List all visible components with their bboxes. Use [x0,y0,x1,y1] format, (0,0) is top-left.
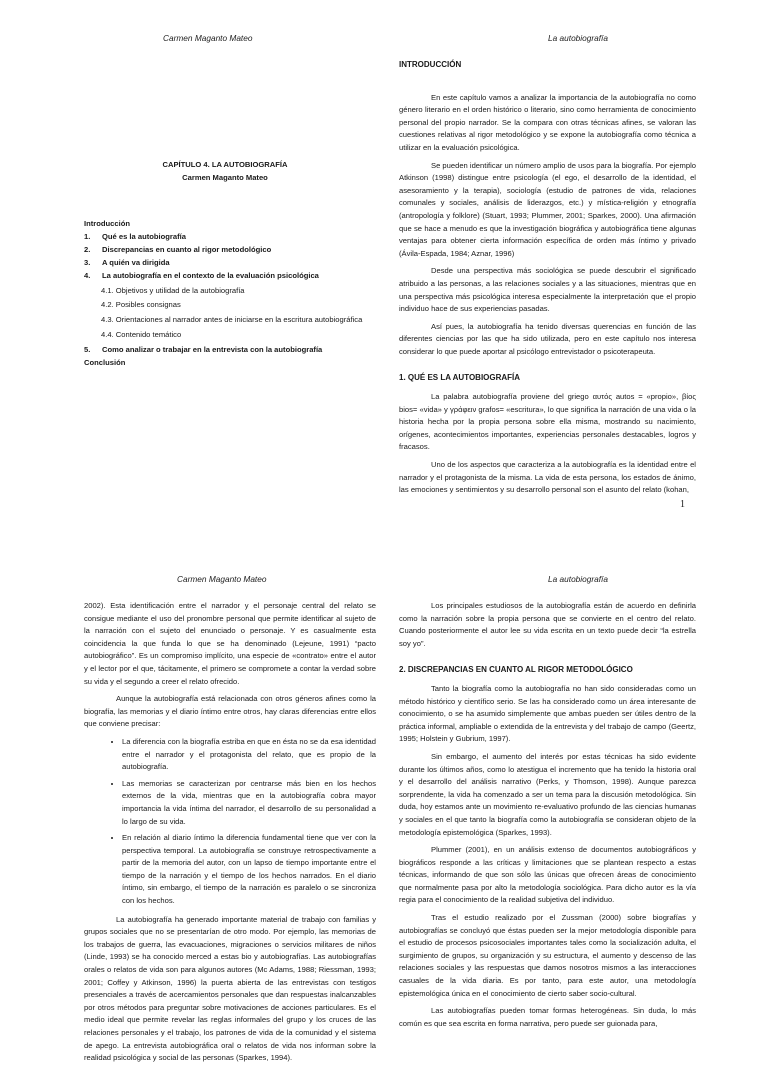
running-header-title: La autobiografía [548,574,608,584]
chapter-toc-column [84,158,376,370]
chapter-title: CAPÍTULO 4. LA AUTOBIOGRAFÍA [162,160,288,169]
intro-paragraph: Se pueden identificar un número amplio de usos para la biografía. Por ejemplo Atkinson (1998) distingue entre psicología (el ego, el desarrollo de la identidad, el asesoramiento y la terapia), sociología (estudio de patrones de vida, relaciones comunales y sociales, análisis de liderazgos, etc.) y mística-religión y etnografía (antropología y folklore) (Stuart, 1993; Plummer, 2001; Sparkes, 2000). Una afirmación que se hace a menudo es que la investigación biográfica y autobiográfica tiene algunas ventajas para obtener cierta información específica de orden más íntimo y privado (Ávila-Espada, 1984; Aznar, 1996) [399,160,696,258]
toc-subitem-4-1[interactable]: 4.1. Objetivos y utilidad de la autobiografía [101,285,245,295]
toc-item-introduccion[interactable]: Introducción [84,219,130,228]
page-spread-2 [0,560,768,1063]
intro-paragraph: Desde una perspectiva más sociológica se puede descubrir el significado atribuido a las personas, a las relaciones sociales y a las situaciones, mientras que en una perspectiva más psicológica interesa especialmente la interpretación que el propio individuo hace de sus experiencias pasadas. [399,266,696,314]
running-header-author: Carmen Maganto Mateo [163,33,253,43]
chapter-author: Carmen Maganto Mateo [182,173,268,182]
toc-item-3[interactable]: 3. A quién va dirigida [84,257,170,267]
toc-subitem-4-4[interactable]: 4.4. Contenido temático [101,330,182,340]
section-1-paragraph: La palabra autobiografía proviene del griego αυτός autos = «propio», βίος bios= «vida» y γράφειν grafos= «escritura», lo que significa la narración de una vida o la historia hecha por la propia persona sobre ella misma, mostrando su nacimiento, orígenes, acontecimientos importantes, experiencias personales destacables, logros y fracasos. [399,392,696,452]
differences-list [84,736,376,908]
page-number: 1 [680,499,685,510]
section-2-paragraph: Sin embargo, el aumento del interés por estas técnicas ha sido evidente durante los últimos años, como lo atestigua el incremento que ha tenido la historia oral y el desarrollo del análisis narrativo (Perks, y Thomson, 1998). Aunque parezca sorprendente, la vida ha comenzado a ser un tema para la discusión metodológica. Sin duda, hoy estamos ante un movimiento re-evaluativo profundo de las ciencias humanas y sociales en el que tanto la biografía como la autobiografía se consideran objeto de la metodología epistemológica (Sparkes, 1993). [399,751,696,837]
body-paragraph: 2002). Esta identificación entre el narrador y el personaje central del relato se consigue mediante el uso del pronombre personal que permite identificar al sujeto de la narración con el sujeto del enunciado o personaje. Y es casualmente esta coincidencia la que funda lo que se ha denominado (Lejeune, 1991) “pacto autobiográfico”. Es un compromiso implícito, una especie de «contrato» entre el autor y el lector por el que, tácitamente, el primero se compromete a contar la verdad sobre su vida y el segundo a creer el relato ofrecido. [84,601,376,686]
body-paragraph: La autobiografía ha generado importante material de trabajo con familias y grupos sociales que no se presentarían de otro modo. Por ejemplo, las memorias de los trabajos de guerra, las evacuaciones, migraciones o servicios militares de niños (Linde, 1993) se ha conocido merced a estas bio y autobiografías. Las autobiografías orales o relatos de vida son para algunos autores (Mc Adams, 1988; Riessman, 1993; 2001; Coffey y Atkinson, 1996) la puerta abierta de las entrevistas con testigos presenciales a través de acercamientos personales que dan respuestas inalcanzables por otros métodos para preguntar sobre motivaciones de acciones particulares. Es el medio ideal que permite revelar las reglas informales del grupo y los cruces de las relaciones personales y el trabajo, los patrones de vida de la comunidad y el sistema de apego. La entrevista autobiográfica oral o relatos de vida nos informan sobre la realidad psicológica y social de las personas (Sparkes, 1994). [84,914,376,1063]
section-2-paragraph: Tras el estudio realizado por el Zussman (2000) sobre biografías y autobiografías se concluyó que éstas pueden ser la mejor metodología disponible para el estudio de procesos psicosociales importantes tales como la socialización adulta, el surgimiento de grupos, su organización y su estructura, el aumento y descenso de las relaciones sociales y las respuestas que damos nosotros mismos a las interacciones casuales de la vida diaria. Es por tanto, para este autor, una metodología epistemológica única en el conocimiento de cierto saber socio-cultural. [399,913,696,998]
section-1-heading: 1. QUÉ ES LA AUTOBIOGRAFÍA [399,373,521,383]
toc-item-1[interactable]: 1. Qué es la autobiografía [84,231,186,241]
list-item: • Las memorias se caracterizan por centrarse más bien en los hechos externos de la vida, mientras que en la autobiografía cobra mayor importancia la vida íntima del narrador, el desarrollo de su personalidad a lo largo de su vida. [122,778,376,828]
section-2-paragraph: Plummer (2001), en un análisis extenso de documentos autobiográficos y biográficos responde a las críticas y limitaciones que se plantean respecto a estas técnicas, informando de que son sólo las únicas que ofrecen áreas de conocimiento que normalmente pasa por alto la metodología sociológica. Para dicho autor es la vía regia para el conocimiento de la realidad subjetiva del individuo. [399,845,696,905]
body-paragraph: Los principales estudiosos de la autobiografía están de acuerdo en definirla como la narración sobre la propia persona que se convierte en el centro del relato. Cuando posteriormente el autor lee su vida escrita en un texto puede decir “la estrella soy yo”. [399,601,696,648]
body-paragraph: Aunque la autobiografía está relacionada con otros géneros afines como la biografía, las memorias y el diario íntimo entre otros, hay claras diferencias entre ellos que conviene precisar: [84,694,376,729]
toc-item-2[interactable]: 2. Discrepancias en cuanto al rigor metodológico [84,244,272,254]
intro-paragraph: En este capítulo vamos a analizar la importancia de la autobiografía no como género literario en el orden histórico o literario, sino como herramienta de conocimiento personal del propio narrador. Se la compara con otras técnicas afines, se valoran las cuestiones relativas al rigor metodológico y se expone la autobiografía como técnica a utilizar en la evaluación psicológica. [399,92,696,152]
toc-item-4[interactable]: 4. La autobiografía en el contexto de la evaluación psicológica [84,270,319,280]
section-1-paragraph: Uno de los aspectos que caracteriza a la autobiografía es la identidad entre el narrador y el protagonista de la misma. La vida de esta persona, los estados de ánimo, las emociones y sentimientos y su desarrollo personal son el asunto del relato (kohan, [399,460,696,495]
section-2-paragraph: Las autobiografías pueden tomar formas heterogéneas. Sin duda, lo más común es que sea escrita en forma narrativa, pero puede ser guionada para, [399,1006,696,1028]
intro-heading: INTRODUCCIÓN [399,60,462,69]
toc-item-conclusion[interactable]: Conclusión [84,358,126,368]
running-header-title: La autobiografía [548,33,608,43]
intro-paragraph: Así pues, la autobiografía ha tenido diversas querencias en función de las diferentes ciencias por las que ha sido utilizada, pero en este capítulo nos interesa considerar lo que puede aportar al psicólogo entrevistador o psicoterapeuta. [399,321,696,356]
list-item: • La diferencia con la biografía estriba en que en ésta no se da esa identidad entre el narrador y el protagonista del relato, que es propio de la autobiografía. [122,736,376,774]
section-2-paragraph: Tanto la biografía como la autobiografía no han sido consideradas como un método histórico y científico serio. Se las ha considerado como un área interesante de conocimiento, o se ha asumido simplemente que ambas pueden ser útiles dentro de la práctica informal, ampliable o extendida de la entrevista y del trabajo de campo (Geertz, 1995; Holstein y Gubrium, 1997). [399,683,696,744]
introduction-column [399,59,696,502]
section-2-column [399,600,696,1035]
continuation-column [84,600,376,1070]
toc-subitem-4-3[interactable]: 4.3. Orientaciones al narrador antes de iniciarse en la escritura autobiográfica [101,315,363,325]
section-2-heading: 2. DISCREPANCIAS EN CUANTO AL RIGOR METODOLÓGICO [399,665,633,675]
page-spread-1 [0,0,768,520]
running-header-author: Carmen Maganto Mateo [177,574,267,584]
toc-subitem-4-2[interactable]: 4.2. Posibles consignas [101,300,181,310]
toc-item-5[interactable]: 5. Como analizar o trabajar en la entrevista con la autobiografía [84,345,323,355]
list-item: • En relación al diario íntimo la diferencia fundamental tiene que ver con la perspectiva temporal. La autobiografía se construye retrospectivamente a partir de la memoria del autor, con un lapso de tiempo importante entre el tiempo de la narración y el tiempo de los hechos narrados. En el diario íntimo, sin embargo, el tiempo de la narración es paralelo o se sincroniza con los hechos. [122,832,376,908]
